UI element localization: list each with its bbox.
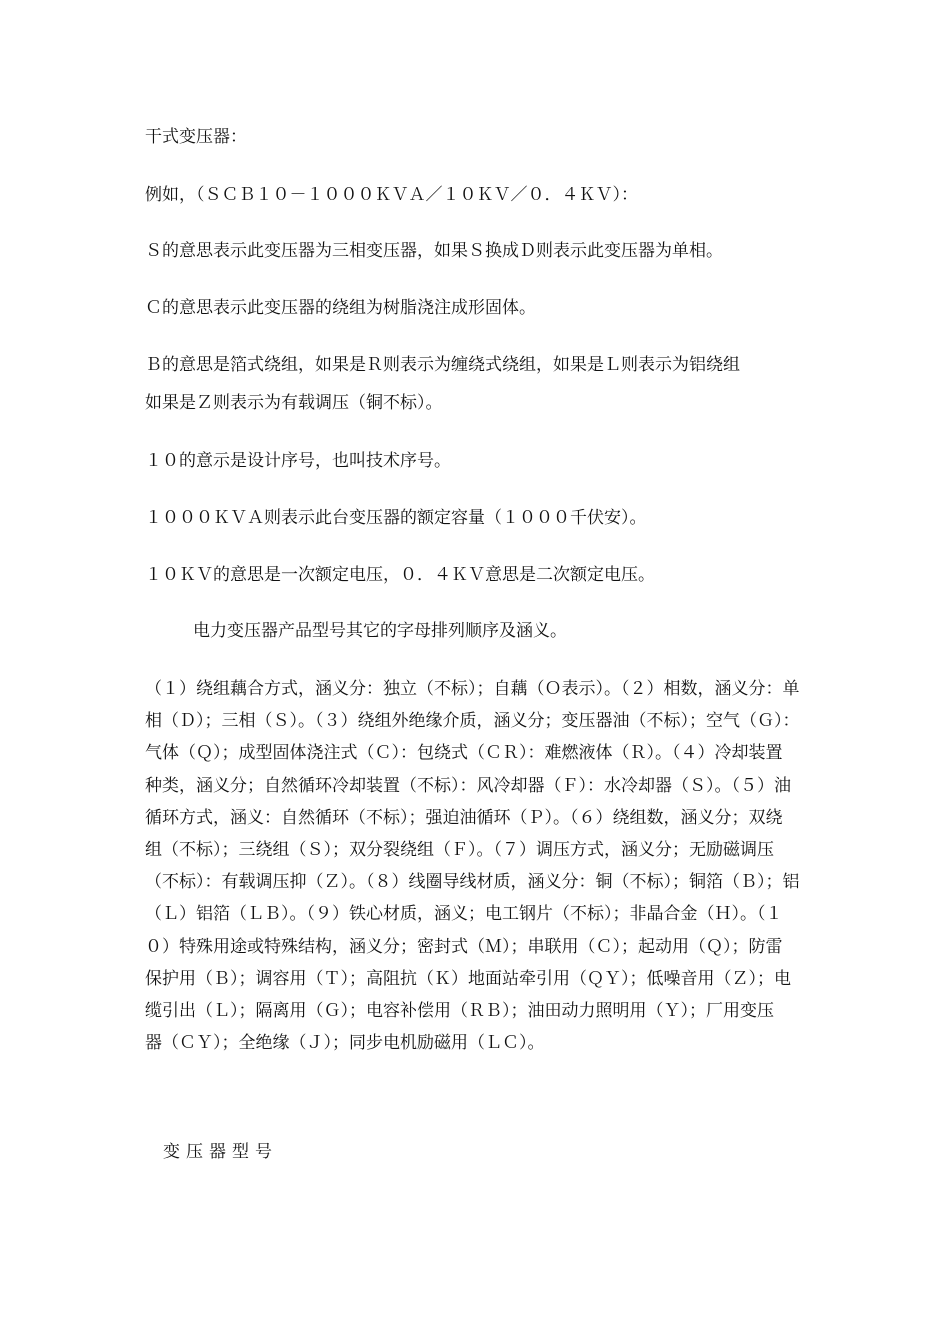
details-line: 保护用（Ｂ）；调容用（Ｔ）；高阻抗（Ｋ）地面站牵引用（ＱＹ）；低噪音用（Ｚ）；电 (145, 968, 791, 989)
details-line: 器（ＣＹ）；全绝缘（Ｊ）；同步电机励磁用（ＬＣ）。 (145, 1033, 545, 1054)
example-model-line: 例如，（ＳＣＢ１０－１０００ＫＶＡ／１０ＫＶ／０．４ＫＶ）： (145, 185, 638, 205)
details-line: 缆引出（Ｌ）；隔离用（Ｇ）；电容补偿用（ＲＢ）；油田动力照明用（Ｙ）；厂用变压 (145, 1001, 774, 1022)
details-line: （１）绕组藕合方式，涵义分：独立（不标）；自藕（Ｏ表示）。（２）相数，涵义分：单 (145, 679, 800, 699)
c-meaning-line: Ｃ的意思表示此变压器的绕组为树脂浇注成形固体。 (145, 298, 536, 318)
s-meaning-line: Ｓ的意思表示此变压器为三相变压器，如果Ｓ换成Ｄ则表示此变压器为单相。 (145, 241, 723, 261)
details-paragraph (145, 673, 809, 1059)
kva-meaning-line: １０００ＫＶＡ则表示此台变压器的额定容量（１０００千伏安）。 (145, 508, 647, 528)
details-line: （不标）：有载调压抑（Ｚ）。（８）线圈导线材质，涵义分：铜（不标）；铜箔（Ｂ）；铝 (145, 872, 800, 893)
section-intro-line: 电力变压器产品型号其它的字母排列顺序及涵义。 (193, 621, 567, 641)
details-line: 组（不标）；三绕组（Ｓ）；双分裂绕组（Ｆ）。（７）调压方式，涵义分；无励磁调压 (145, 840, 774, 861)
footer-heading: 变压器型号 (163, 1142, 278, 1162)
details-line: 种类，涵义分；自然循环冷却装置（不标）：风冷却器（Ｆ）：水冷却器（Ｓ）。（５）油 (145, 775, 791, 796)
details-line: 循环方式，涵义：自然循环（不标）；强迫油循环（Ｐ）。（６）绕组数，涵义分；双绕 (145, 807, 783, 828)
details-line: （Ｌ）铝箔（ＬＢ）。（９）铁心材质，涵义；电工钢片（不标）；非晶合金（Ｈ）。（１ (145, 904, 783, 925)
details-line: ０）特殊用途或特殊结构，涵义分；密封式（Ｍ）；串联用（Ｃ）；起动用（Ｑ）；防雷 (145, 936, 783, 957)
details-line: 相（Ｄ）；三相（Ｓ）。（３）绕组外绝缘介质，涵义分；变压器油（不标）；空气（Ｇ）： (145, 711, 800, 732)
b-meaning-line-1: Ｂ的意思是箔式绕组，如果是Ｒ则表示为缠绕式绕组，如果是Ｌ则表示为铝绕组 (145, 355, 740, 375)
details-line: 气体（Ｑ）；成型固体浇注式（Ｃ）：包绕式（ＣＲ）：难燃液体（Ｒ）。（４）冷却装置 (145, 743, 783, 764)
heading-dry-transformer: 干式变压器： (145, 127, 247, 147)
ten-meaning-line: １０的意示是设计序号，也叫技术序号。 (145, 451, 451, 471)
kv-meaning-line: １０ＫＶ的意思是一次额定电压，０．４ＫＶ意思是二次额定电压。 (145, 565, 655, 585)
b-meaning-line-2: 如果是Ｚ则表示为有载调压（铜不标）。 (145, 393, 443, 413)
